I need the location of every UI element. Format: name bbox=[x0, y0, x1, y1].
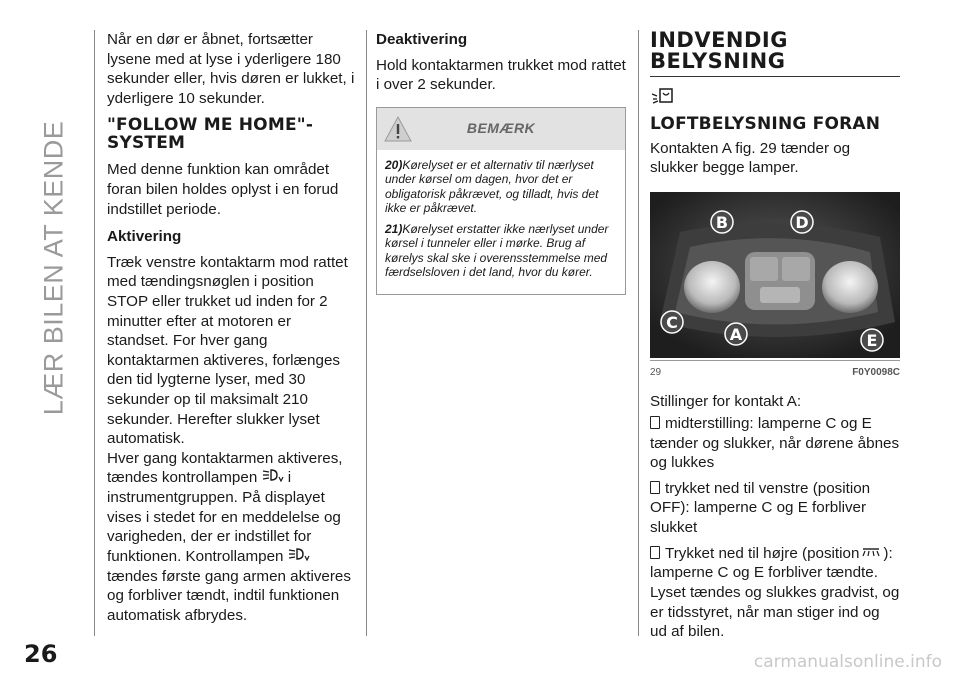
checkbox-bullet-icon bbox=[650, 416, 660, 429]
figure-callout-a bbox=[725, 323, 747, 345]
list-item-text: Trykket ned til højre (position bbox=[665, 544, 860, 562]
paragraph bbox=[107, 449, 355, 626]
list-item-text: trykket ned til venstre (position OFF): lamperne C og E forbliver slukket bbox=[650, 479, 871, 536]
paragraph: Når en dør er åbnet, fortsætter lysene med at lyse i yderligere 180 sekunder eller, hvis døren er lukket, i yderligere 10 sekunder. bbox=[107, 31, 355, 107]
note-text: Kørelyset er et alternativ til nærlyset under kørsel om dagen, hvor det er obligatorisk påkrævet, og tilladt, hvis det ikke er påkrævet. bbox=[385, 157, 599, 216]
paragraph: Lyset tændes og slukkes gradvist, og er tidsstyret, når man stiger ind og ud af bilen. bbox=[650, 583, 900, 641]
note-body bbox=[377, 150, 625, 294]
note-item bbox=[385, 158, 617, 216]
paragraph: Stillinger for kontakt A: bbox=[650, 393, 802, 411]
subsection-heading-front-lights: LOFTBELYSNING FORAN bbox=[650, 113, 881, 134]
figure-callout-e bbox=[861, 329, 883, 351]
column-left bbox=[107, 30, 355, 633]
paragraph: Hold kontaktarmen trukket mod rattet i over 2 sekunder. bbox=[376, 56, 626, 94]
section-side-title: LÆR BILEN AT KENDE bbox=[38, 120, 69, 416]
page-number: 26 bbox=[24, 640, 58, 668]
figure-callout-b bbox=[711, 211, 733, 233]
callout-label: B bbox=[715, 212, 729, 232]
callout-label: E bbox=[866, 330, 878, 350]
note-header bbox=[377, 108, 625, 150]
section-heading-follow-me-home: "FOLLOW ME HOME"-SYSTEM bbox=[107, 115, 314, 154]
callout-label: A bbox=[729, 324, 743, 344]
subheading-activation: Aktivering bbox=[107, 228, 182, 246]
section-heading-interior-lighting: INDVENDIG BELYSNING bbox=[650, 30, 900, 77]
figure-ceiling-light-photo bbox=[650, 192, 900, 358]
figure-code: F0Y0098C bbox=[852, 366, 900, 378]
figure-callout-c bbox=[661, 311, 683, 333]
list-item-text: midterstilling: lamperne C og E tænder og slukker, når dørene åbnes og lukkes bbox=[650, 414, 900, 472]
list-item bbox=[650, 479, 900, 538]
figure-number: 29 bbox=[650, 366, 662, 378]
callout-label: C bbox=[666, 312, 678, 332]
paragraph-text: tændes første gang armen aktiveres og forbliver tændt, indtil funktionen automatisk afbrydes. bbox=[107, 567, 351, 624]
note-item bbox=[385, 222, 617, 280]
paragraph-text: Hver gang kontaktarmen aktiveres, tændes kontrollampen bbox=[107, 449, 343, 487]
figure-caption bbox=[650, 360, 900, 383]
checkbox-bullet-icon bbox=[650, 481, 660, 494]
column-right bbox=[650, 30, 900, 650]
paragraph: Med denne funktion kan området foran bilen holdes oplyst i en forud indstillet periode. bbox=[107, 161, 339, 218]
note-ref: 20) bbox=[385, 157, 403, 172]
note-title: BEMÆRK bbox=[466, 119, 536, 136]
column-divider bbox=[94, 30, 95, 636]
column-divider bbox=[366, 30, 367, 636]
warning-triangle-icon bbox=[383, 115, 413, 149]
checkbox-bullet-icon bbox=[650, 546, 660, 559]
note-text: Kørelyset erstatter ikke nærlyset under kørsel i tunneler eller i mørke. Brug af kørelys skal ske i overensstemmelse med færdselsloven i det land, hvor du kører. bbox=[385, 221, 609, 280]
paragraph-text: i instrumentgruppen. På displayet vises i stedet for en meddelelse og varigheden, der er indstillet for funktionen. Kontrollampen bbox=[107, 469, 341, 565]
note-box bbox=[376, 107, 626, 295]
note-ref: 21) bbox=[385, 221, 403, 236]
paragraph: Kontakten A fig. 29 tænder og slukker begge lamper. bbox=[650, 139, 851, 177]
list-item bbox=[650, 544, 900, 583]
headlight-warning-icon bbox=[288, 547, 310, 567]
door-light-icon bbox=[859, 544, 883, 564]
callout-label: D bbox=[795, 212, 809, 232]
column-divider bbox=[638, 30, 639, 636]
paragraph: Træk venstre kontaktarm mod rattet med tændingsnøglen i position STOP eller trukket ud inden for 2 minutter efter at motoren er standset. For hver gang kontaktarmen aktiveres, forlænges den tid lygterne lyser, med 30 sekunder op til maksimalt 210 sekunder. Herefter slukker lyset automatisk. bbox=[107, 253, 348, 448]
watermark: carmanualsonline.info bbox=[753, 652, 942, 672]
figure-callout-d bbox=[791, 211, 813, 233]
list-item bbox=[650, 414, 900, 473]
headlight-warning-icon bbox=[262, 468, 284, 488]
subheading-deactivation: Deaktivering bbox=[376, 31, 468, 48]
list-item-text: ): lamperne C og E forbliver tændte. bbox=[650, 544, 893, 582]
interior-light-icon bbox=[650, 85, 900, 111]
column-middle bbox=[376, 30, 626, 295]
